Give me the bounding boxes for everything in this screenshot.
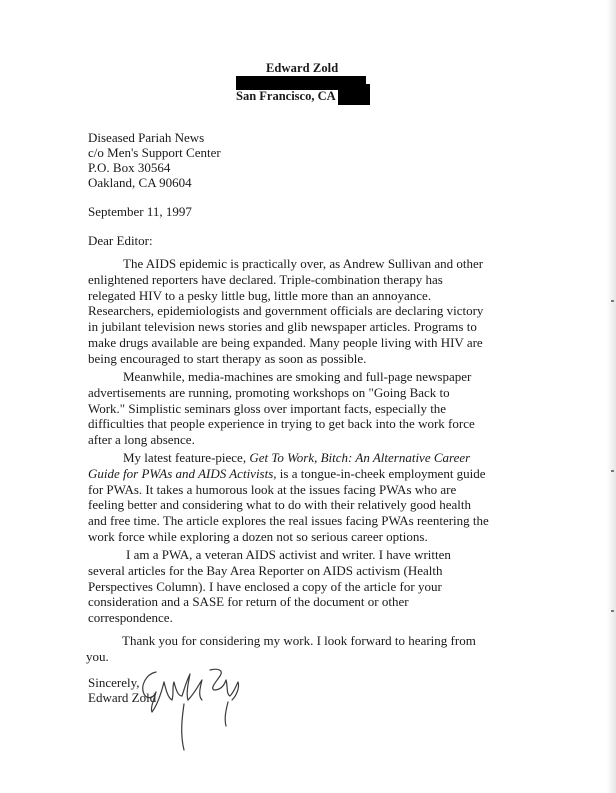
paragraph-line: I am a PWA, a veteran AIDS activist and writer. I have written [126,547,451,562]
signature-stroke [164,674,190,700]
paragraph-line: Perspectives Column). I have enclosed a copy of the article for your [88,578,442,594]
paragraph-line: feeling better and considering what to do with their relatively good health [88,497,472,513]
paragraph-line: make drugs available are being expanded. Many people living with HIV are [88,334,483,350]
recipient-line: P.O. Box 30564 [88,160,171,175]
salutation: Dear Editor: [88,233,153,248]
paragraph-line: relegated HIV to a pesky little bug, little more than an annoyance. [88,287,432,303]
sender-city: San Francisco, CA [236,89,336,103]
paragraph-line: difficulties that people experience in trying to get back into the work force [88,416,475,432]
scan-edge-mark [611,610,614,612]
paragraph-line: in jubilant television news stories and glib newspaper articles. Programs to [88,319,477,335]
paragraph-line: after a long absence. [88,432,195,448]
paragraph-line: being encouraged to start therapy as soon as possible. [88,350,367,366]
page-edge-shadow [606,0,616,793]
valediction: Sincerely, [88,675,140,690]
letter-date: September 11, 1997 [88,204,192,219]
paragraph-line: Researchers, epidemiologists and government officials are declaring victory [88,303,484,319]
signature-stroke [225,702,228,726]
signature-stroke [210,669,239,700]
paragraph-line: for PWAs. It takes a humorous look at the issues facing PWAs who are [88,481,457,497]
paragraph-line: enlightened reporters have declared. Triple-combination therapy has [88,271,443,287]
recipient-line: c/o Men's Support Center [88,145,221,160]
paragraph-line: Work." Simplistic seminars gloss over important facts, especially the [88,400,447,416]
paragraph-line: several articles for the Bay Area Reporter on AIDS activism (Health [88,562,443,578]
paragraph-1 [88,256,483,367]
handwritten-signature [128,660,248,760]
article-title: Guide for PWAs and AIDS Activists, [88,465,277,481]
recipient-line: Oakland, CA 90604 [88,175,192,190]
paragraph-line: Thank you for considering my work. I look forward to hearing from [122,633,476,648]
paragraph-line: you. [86,648,109,664]
recipient-line: Diseased Pariah News [88,130,205,145]
paragraph-2 [88,369,475,448]
paragraph-line: The AIDS epidemic is practically over, as Andrew Sullivan and other [123,256,484,271]
sender-name: Edward Zold [266,61,339,75]
paragraph-line: consideration and a SASE for return of the document or other [88,594,409,610]
paragraph-line: and free time. The article explores the real issues facing PWAs reentering the [88,513,489,529]
signature-stroke [188,680,202,700]
paragraph-line: correspondence. [88,610,173,626]
signature-stroke [182,704,184,750]
scan-edge-mark [611,300,614,302]
signature-stroke [143,672,164,712]
paragraph-text: is a tongue-in-cheek employment guide [276,465,486,481]
paragraph-3 [88,450,489,545]
paragraph-text: My latest feature-piece, [123,450,250,465]
paragraph-line: advertisements are running, promoting workshops on "Going Back to [88,384,450,400]
paragraph-line [88,466,489,482]
paragraph-line [88,450,489,466]
paragraph-4 [88,547,451,626]
signer-name: Edward Zold [88,690,157,705]
article-title: Get To Work, Bitch: An Alternative Career [249,450,471,465]
paragraph-line: work force while exploring a dozen not so serious career options. [88,528,428,544]
scan-edge-mark [611,470,614,472]
paragraph-line: Meanwhile, media-machines are smoking and full-page newspaper [123,369,472,384]
redaction-bar-right [338,84,370,105]
